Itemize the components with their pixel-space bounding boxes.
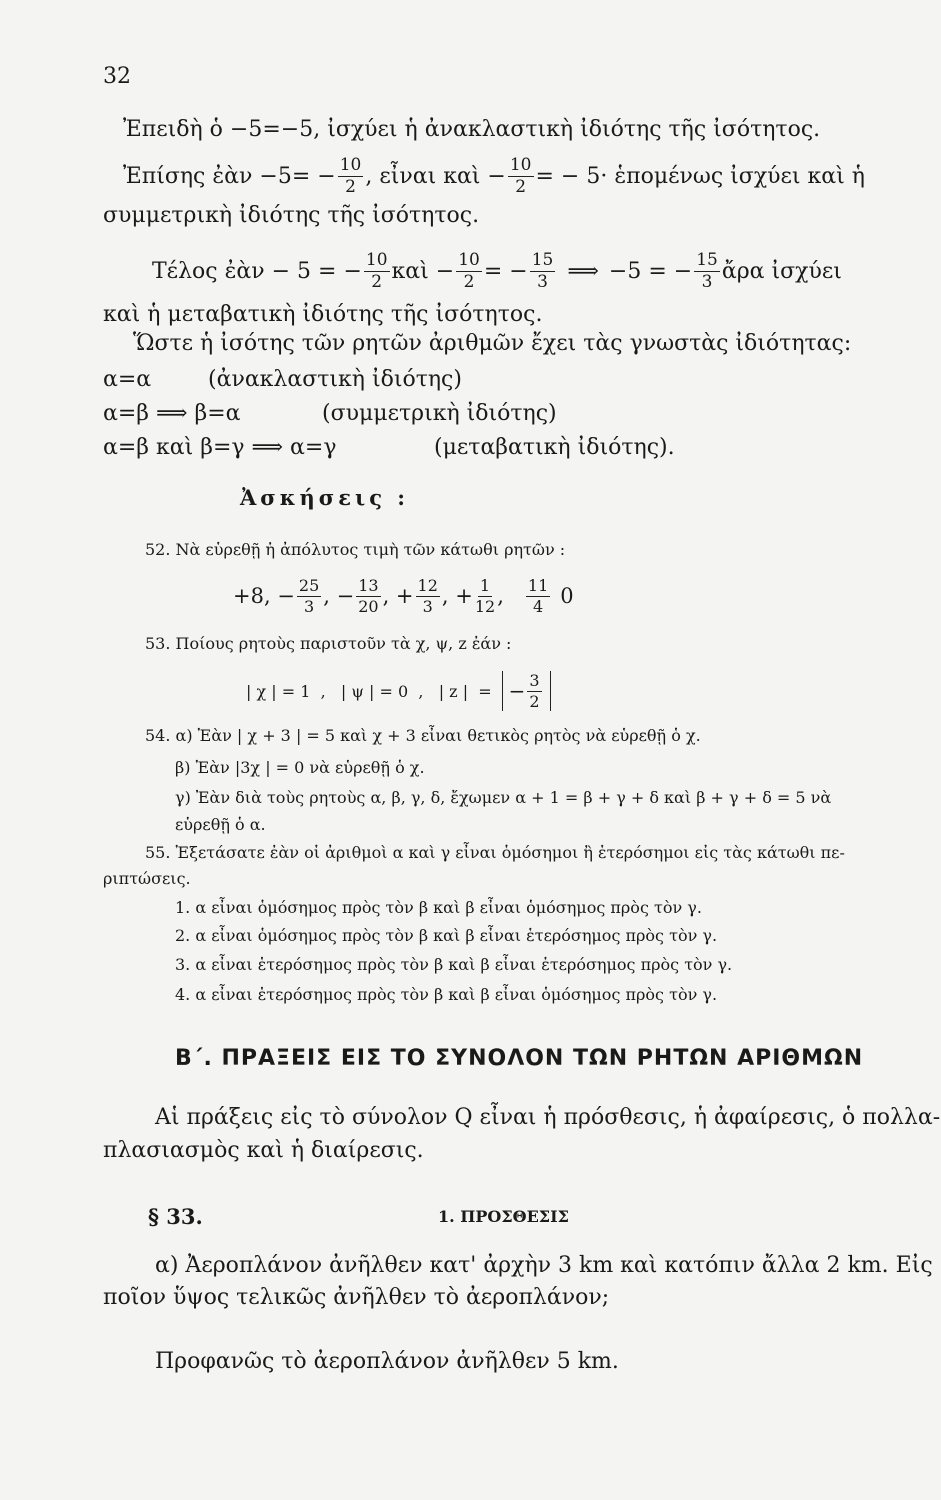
section-heading: Β΄. ΠΡΑΞΕΙΣ ΕΙΣ ΤΟ ΣΥΝΟΛΟΝ ΤΩΝ ΡΗΤΩΝ ΑΡΙΘΜΩΝ bbox=[175, 1046, 864, 1071]
numerator: 15 bbox=[696, 250, 718, 270]
separator: , − bbox=[323, 584, 355, 608]
fraction bbox=[694, 252, 720, 291]
page-number: 32 bbox=[103, 64, 131, 89]
example-line2: ποῖον ὕψος τελικῶς ἀνῆλθεν τὸ ἀεροπλάνον; bbox=[103, 1285, 610, 1310]
exercise-55-item: 4. α εἶναι ἑτερόσημος πρὸς τὸν β καὶ β εἶναι ὁμόσημος πρὸς τὸν γ. bbox=[175, 985, 718, 1004]
exercise-55-line2: ριπτώσεις. bbox=[103, 869, 191, 888]
intro-line2: πλασιασμὸς καὶ ἡ διαίρεσις. bbox=[103, 1138, 424, 1163]
numerator: 10 bbox=[509, 154, 532, 175]
para1-line3: συμμετρικὴ ἰδιότης τῆς ἰσότητος. bbox=[103, 203, 480, 228]
fraction bbox=[356, 575, 380, 616]
absolute-value bbox=[502, 671, 551, 711]
numerator: 15 bbox=[531, 250, 554, 270]
property-formula: α=β καὶ β=γ ⟹ α=γ bbox=[103, 435, 337, 460]
numerator: 11 bbox=[527, 575, 549, 595]
para1-text-a: Ἐπίσης ἐὰν −5= − bbox=[123, 163, 336, 189]
property-label: (συμμετρικὴ ἰδιότης) bbox=[322, 401, 557, 426]
fraction bbox=[364, 252, 390, 291]
value-text: 0 bbox=[560, 584, 574, 608]
exercise-52-text: 52. Νὰ εὑρεθῇ ἡ ἀπόλυτος τιμὴ τῶν κάτωθι ρητῶν : bbox=[145, 540, 566, 559]
section-number: § 33. bbox=[148, 1204, 203, 1229]
para2-text-d: −5 = − bbox=[608, 258, 693, 284]
property-formula: α=β ⟹ β=α bbox=[103, 401, 241, 426]
exercise-54-b: β) Ἐὰν |3χ | = 0 νὰ εὑρεθῇ ὁ χ. bbox=[175, 758, 425, 777]
numerator: 3 bbox=[529, 670, 540, 690]
denominator: 3 bbox=[701, 271, 713, 292]
denominator: 12 bbox=[474, 596, 496, 616]
denominator: 2 bbox=[345, 176, 356, 197]
example-line3: Προφανῶς τὸ ἀεροπλάνον ἀνῆλθεν 5 km. bbox=[155, 1349, 619, 1374]
denominator: 2 bbox=[371, 271, 383, 292]
numerator: 13 bbox=[358, 575, 379, 595]
denominator: 2 bbox=[529, 691, 540, 711]
equation-text: | χ | = 1 , | ψ | = 0 , | z | = bbox=[246, 681, 492, 701]
exercise-54-a: 54. α) Ἐὰν | χ + 3 | = 5 καὶ χ + 3 εἶναι θετικὸς ρητὸς νὰ εὑρεθῇ ὁ χ. bbox=[145, 726, 701, 745]
separator: , bbox=[497, 584, 504, 608]
exercise-55-line1: 55. Ἐξετάσατε ἐὰν οἱ ἀριθμοὶ α καὶ γ εἶναι ὁμόσημοι ἢ ἑτερόσημοι εἰς τὰς κάτωθι πε- bbox=[145, 843, 845, 862]
exercise-52-values bbox=[233, 572, 574, 620]
exercise-55-item: 2. α εἶναι ὁμόσημος πρὸς τὸν β καὶ β εἶναι ἑτερόσημος πρὸς τὸν γ. bbox=[175, 926, 718, 945]
exercise-53-equation bbox=[246, 668, 551, 714]
fraction bbox=[297, 575, 321, 616]
numerator: 1 bbox=[479, 575, 491, 595]
fraction bbox=[526, 575, 550, 616]
denominator: 3 bbox=[422, 596, 433, 616]
para2-line1 bbox=[152, 250, 937, 292]
para2-text-c: = − bbox=[483, 258, 528, 284]
para1-text-c: = − 5· ἑπομένως ἰσχύει καὶ ἡ bbox=[535, 163, 865, 189]
example-line1: α) Ἀεροπλάνον ἀνῆλθεν κατ' ἀρχὴν 3 km καὶ κατόπιν ἄλλα 2 km. Εἰς bbox=[155, 1253, 933, 1278]
para1-line2 bbox=[123, 156, 865, 196]
denominator: 3 bbox=[303, 596, 315, 616]
fraction bbox=[530, 252, 556, 291]
fraction bbox=[338, 154, 364, 197]
property-label: (ἀνακλαστικὴ ἰδιότης) bbox=[208, 367, 462, 392]
para1-line1: Ἐπειδὴ ὁ −5=−5, ἰσχύει ἡ ἀνακλαστικὴ ἰδιότης τῆς ἰσότητος. bbox=[123, 117, 821, 142]
numerator: 10 bbox=[365, 250, 388, 270]
denominator: 3 bbox=[537, 271, 548, 292]
denominator: 2 bbox=[463, 271, 475, 292]
property-label: (μεταβατικὴ ἰδιότης). bbox=[434, 435, 675, 460]
fraction bbox=[416, 575, 440, 616]
minus-sign: − bbox=[508, 679, 526, 703]
para2-text-b: καὶ − bbox=[391, 258, 455, 284]
para1-text-b: , εἶναι καὶ − bbox=[365, 163, 506, 189]
numerator: 10 bbox=[458, 250, 480, 270]
fraction bbox=[456, 252, 482, 291]
exercise-54-c-line1: γ) Ἐὰν διὰ τοὺς ρητοὺς α, β, γ, δ, ἔχωμεν α + 1 = β + γ + δ καὶ β + γ + δ = 5 νὰ bbox=[175, 788, 832, 807]
section-title: 1. ΠΡΟΣΘΕΣΙΣ bbox=[438, 1207, 569, 1226]
separator: , + bbox=[382, 584, 414, 608]
exercise-54-c-line2: εὑρεθῇ ὁ α. bbox=[175, 815, 266, 834]
para2-text-e: ἄρα ἰσχύει bbox=[721, 258, 842, 284]
exercise-53-text: 53. Ποίους ρητοὺς παριστοῦν τὰ χ, ψ, z ἐάν : bbox=[145, 634, 512, 653]
para2-line2: καὶ ἡ μεταβατικὴ ἰδιότης τῆς ἰσότητος. bbox=[103, 302, 543, 327]
para2-line3: Ὥστε ἡ ἰσότης τῶν ρητῶν ἀριθμῶν ἔχει τὰς γνωστὰς ἰδιότητας: bbox=[133, 331, 852, 356]
numerator: 25 bbox=[298, 575, 320, 595]
fraction bbox=[474, 575, 496, 616]
fraction bbox=[527, 670, 541, 711]
property-formula: α=α bbox=[103, 367, 152, 392]
exercise-55-item: 3. α εἶναι ἑτερόσημος πρὸς τὸν β καὶ β εἶναι ἑτερόσημος πρὸς τὸν γ. bbox=[175, 955, 733, 974]
implies-arrow-icon: ⟹ bbox=[567, 258, 599, 284]
para2-text-a: Τέλος ἐὰν − 5 = − bbox=[152, 258, 362, 284]
denominator: 20 bbox=[358, 596, 379, 616]
denominator: 2 bbox=[515, 176, 527, 197]
value-text: +8, − bbox=[233, 584, 295, 608]
intro-line1: Αἱ πράξεις εἰς τὸ σύνολον Q εἶναι ἡ πρόσθεσις, ἡ ἀφαίρεσις, ὁ πολλα- bbox=[155, 1105, 941, 1130]
exercises-title: Ἀσκήσεις : bbox=[240, 485, 410, 510]
fraction bbox=[508, 154, 534, 197]
numerator: 10 bbox=[339, 154, 362, 175]
numerator: 12 bbox=[417, 575, 438, 595]
separator: , + bbox=[441, 584, 473, 608]
exercise-55-item: 1. α εἶναι ὁμόσημος πρὸς τὸν β καὶ β εἶναι ὁμόσημος πρὸς τὸν γ. bbox=[175, 898, 702, 917]
denominator: 4 bbox=[532, 596, 544, 616]
